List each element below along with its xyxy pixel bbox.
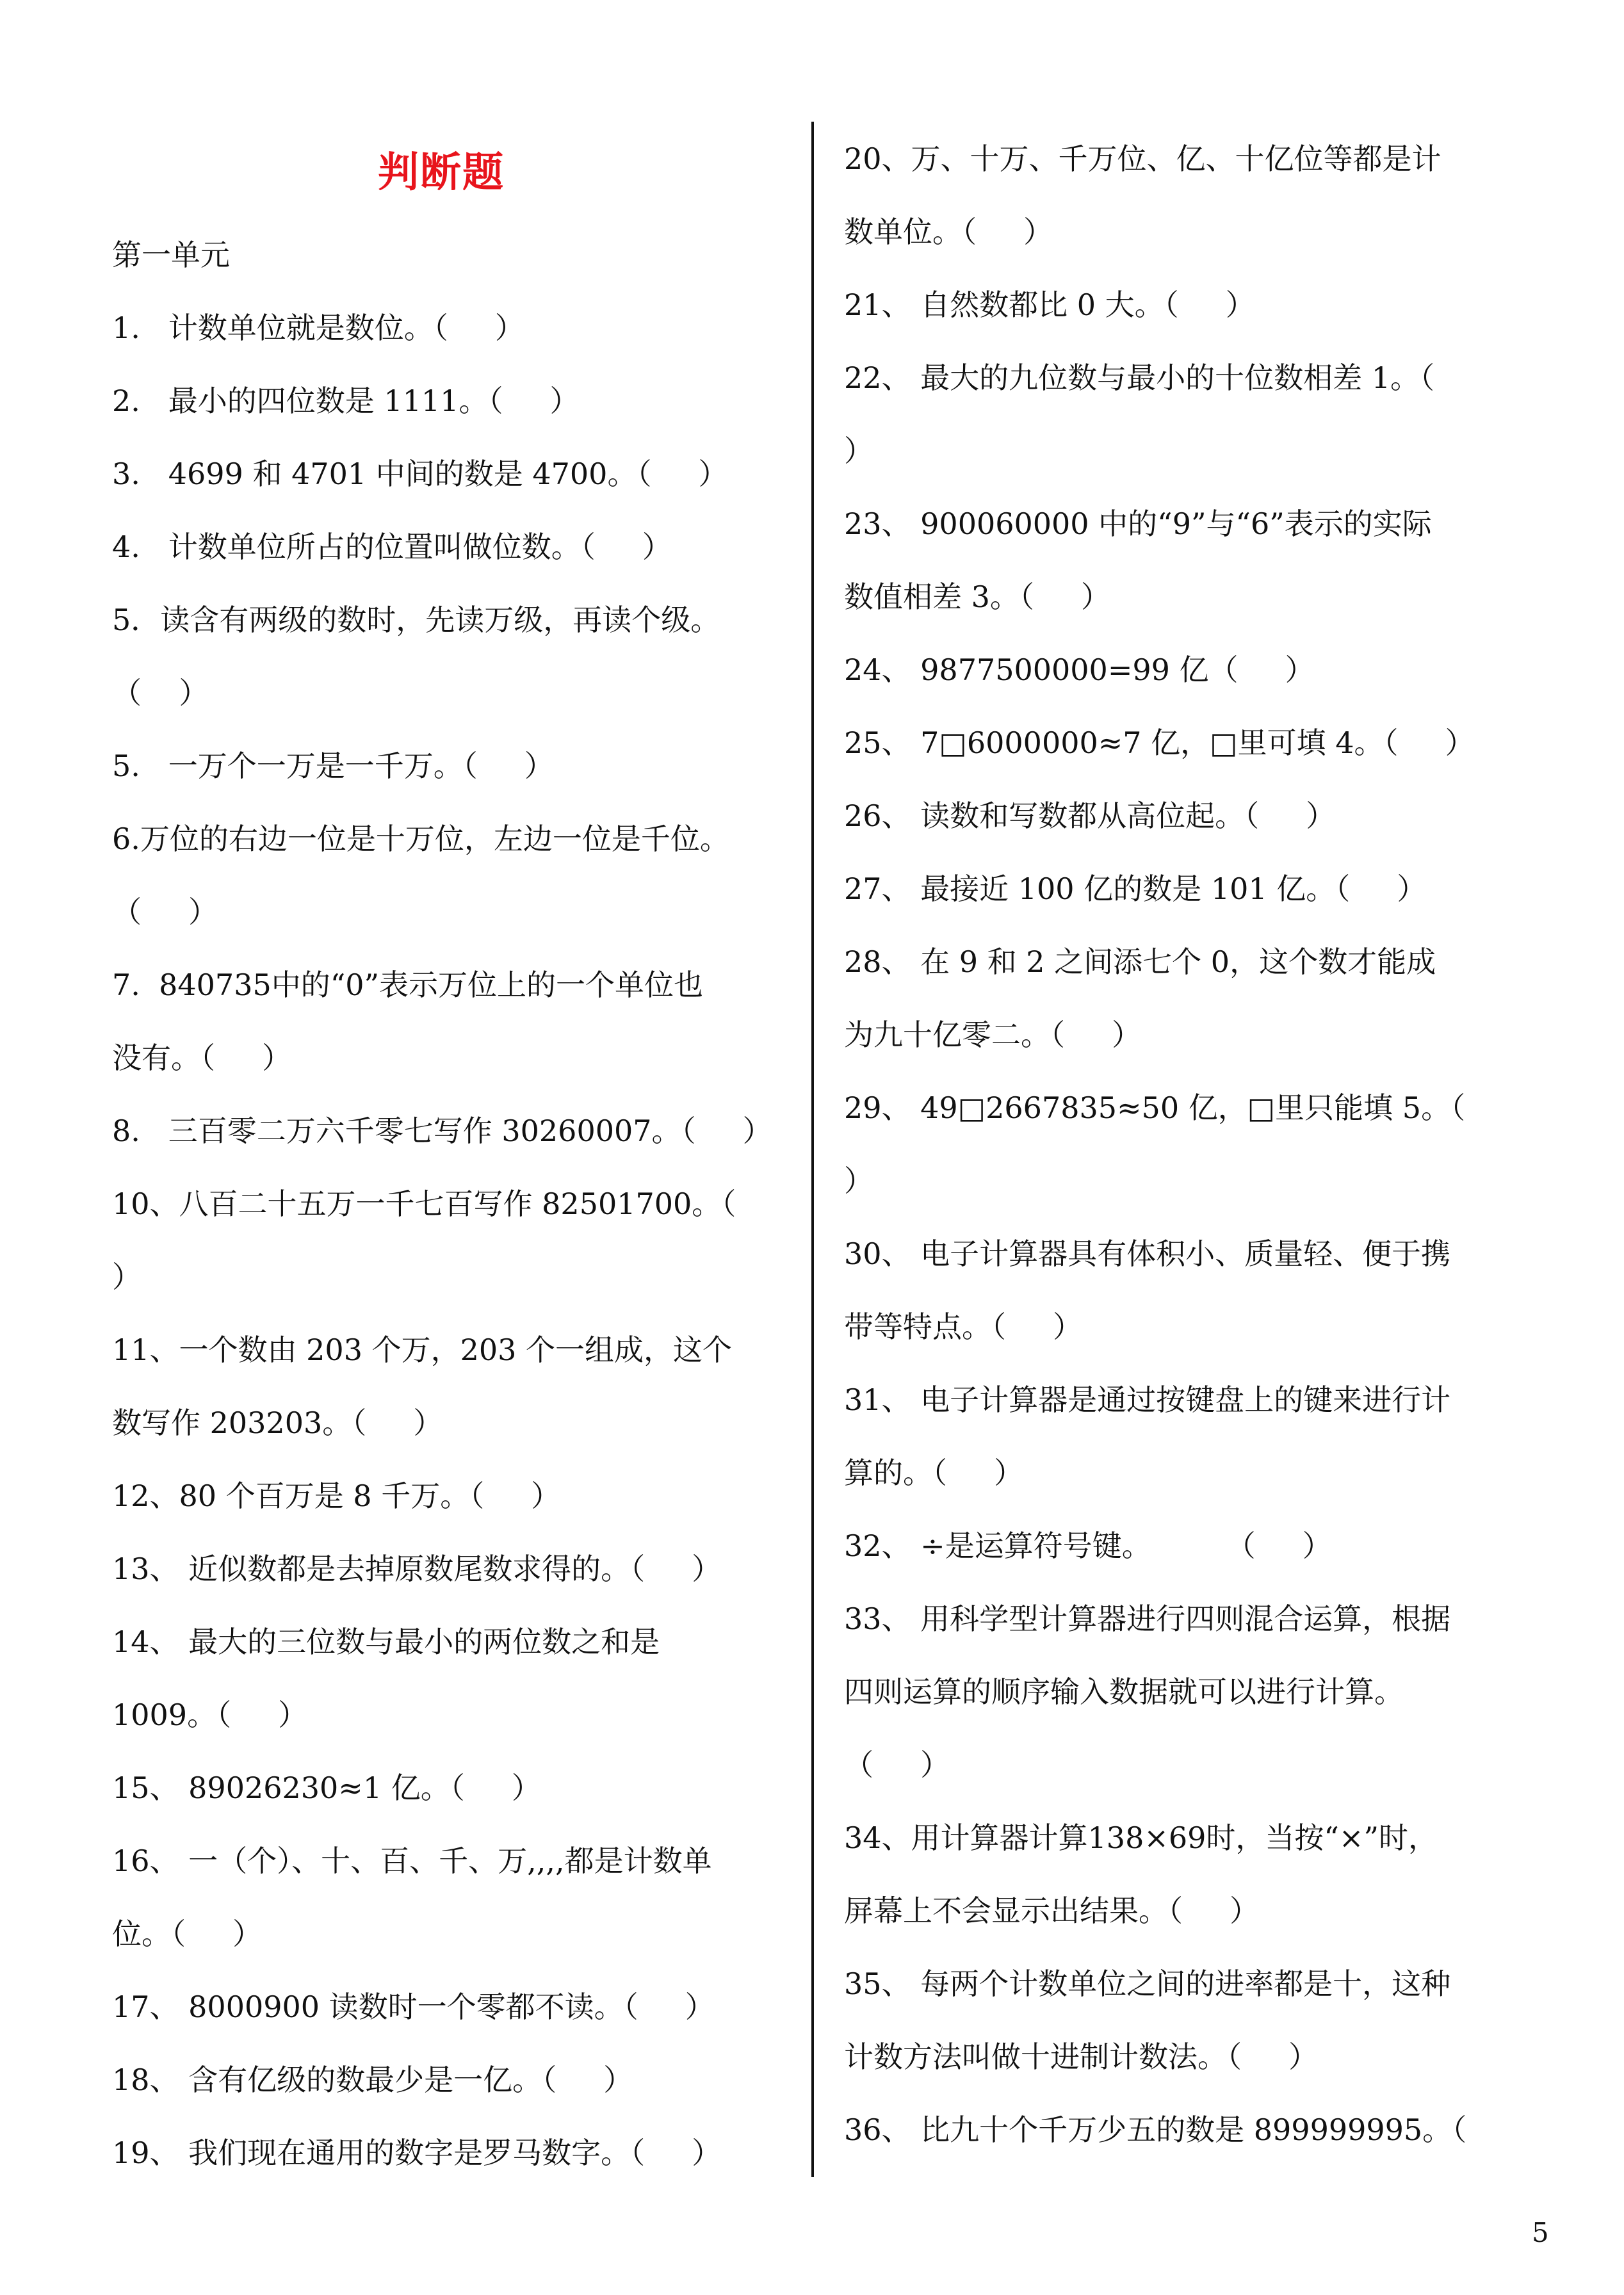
question-line: 14、 最大的三位数与最小的两位数之和是: [112, 1625, 660, 1659]
question-line: 6.万位的右边一位是十万位，左边一位是千位。: [112, 822, 729, 856]
question-line: 30、 电子计算器具有体积小、质量轻、便于携: [844, 1237, 1451, 1271]
question-line: 1009。（ ）: [112, 1698, 308, 1732]
question-line: 为九十亿零二。（ ）: [844, 1018, 1142, 1052]
question-line: 19、 我们现在通用的数字是罗马数字。（ ）: [112, 2136, 722, 2170]
question-line: 33、 用科学型计算器进行四则混合运算，根据: [844, 1602, 1451, 1636]
question-line: 15、 89026230≈1 亿。（ ）: [112, 1771, 541, 1805]
question-line: 20、万、十万、千万位、亿、十亿位等都是计: [844, 142, 1441, 176]
page-title: 判断题: [378, 149, 505, 197]
page-number: 5: [1532, 2217, 1549, 2248]
question-line: 13、 近似数都是去掉原数尾数求得的。（ ）: [112, 1552, 722, 1586]
question-line: 没有。（ ）: [112, 1041, 292, 1075]
question-line: 23、 900060000 中的“9”与“6”表示的实际: [844, 507, 1432, 541]
question-line: 5．读含有两级的数时，先读万级，再读个级。: [112, 603, 720, 637]
question-line: 27、 最接近 100 亿的数是 101 亿。（ ）: [844, 872, 1427, 906]
question-line: ）: [844, 434, 873, 468]
question-line: 35、 每两个计数单位之间的进率都是十，这种: [844, 1967, 1451, 2001]
question-line: 17、 8000900 读数时一个零都不读。（ ）: [112, 1990, 715, 2024]
question-line: 屏幕上不会显示出结果。（ ）: [844, 1894, 1260, 1928]
question-line: 22、 最大的九位数与最小的十位数相差 1。（: [844, 361, 1435, 395]
question-line: 7. 840735中的“0”表示万位上的一个单位也: [112, 968, 704, 1002]
question-line: 位。（ ）: [112, 1917, 263, 1951]
question-line: 34、用计算器计算138×69时，当按“×”时，: [844, 1821, 1438, 1855]
question-line: 16、 一（个）、十、百、千、万,,,,都是计数单: [112, 1844, 712, 1878]
question-line: 21、 自然数都比 0 大。（ ）: [844, 288, 1255, 322]
question-line: ）: [112, 1260, 142, 1294]
question-line: 18、 含有亿级的数最少是一亿。（ ）: [112, 2063, 633, 2097]
question-line: （ ）: [112, 895, 218, 929]
question-line: 带等特点。（ ）: [844, 1310, 1083, 1344]
question-line: （ ）: [844, 1748, 950, 1782]
question-line: 32、 ÷是运算符号键。 （ ）: [844, 1529, 1332, 1563]
question-line: 5. 一万个一万是一千万。（ ）: [112, 749, 554, 783]
question-line: 计数方法叫做十进制计数法。（ ）: [844, 2040, 1319, 2074]
question-line: 算的。（ ）: [844, 1456, 1024, 1490]
question-line: 26、 读数和写数都从高位起。（ ）: [844, 799, 1336, 833]
question-line: 1. 计数单位就是数位。（ ）: [112, 311, 524, 345]
question-line: 12、80 个百万是 8 千万。（ ）: [112, 1479, 561, 1513]
question-line: 24、 9877500000=99 亿（ ）: [844, 653, 1315, 687]
question-line: 8. 三百零二万六千零七写作 30260007。（ ）: [112, 1114, 772, 1148]
question-line: 四则运算的顺序输入数据就可以进行计算。: [844, 1675, 1404, 1709]
question-line: 4. 计数单位所占的位置叫做位数。（ ）: [112, 530, 672, 564]
question-line: 31、 电子计算器是通过按键盘上的键来进行计: [844, 1383, 1451, 1417]
question-line: 36、 比九十个千万少五的数是 899999995。（: [844, 2113, 1467, 2147]
question-line: 10、八百二十五万一千七百写作 82501700。（: [112, 1187, 736, 1221]
question-line: （ ）: [112, 676, 209, 710]
question-line: 数值相差 3。（ ）: [844, 580, 1110, 614]
question-line: 数单位。（ ）: [844, 215, 1053, 249]
question-line: 11、一个数由 203 个万，203 个一组成，这个: [112, 1333, 732, 1367]
question-line: ）: [844, 1164, 873, 1198]
question-line: 28、 在 9 和 2 之间添七个 0，这个数才能成: [844, 945, 1436, 979]
column-divider: [811, 122, 814, 2177]
question-line: 2. 最小的四位数是 1111。（ ）: [112, 384, 580, 418]
question-line: 25、 7□6000000≈7 亿，□里可填 4。（ ）: [844, 726, 1475, 760]
question-line: 29、 49□2667835≈50 亿，□里只能填 5。（: [844, 1091, 1466, 1125]
question-line: 3. 4699 和 4701 中间的数是 4700。（ ）: [112, 457, 728, 491]
question-line: 第一单元: [112, 238, 230, 272]
question-line: 数写作 203203。（ ）: [112, 1406, 443, 1440]
